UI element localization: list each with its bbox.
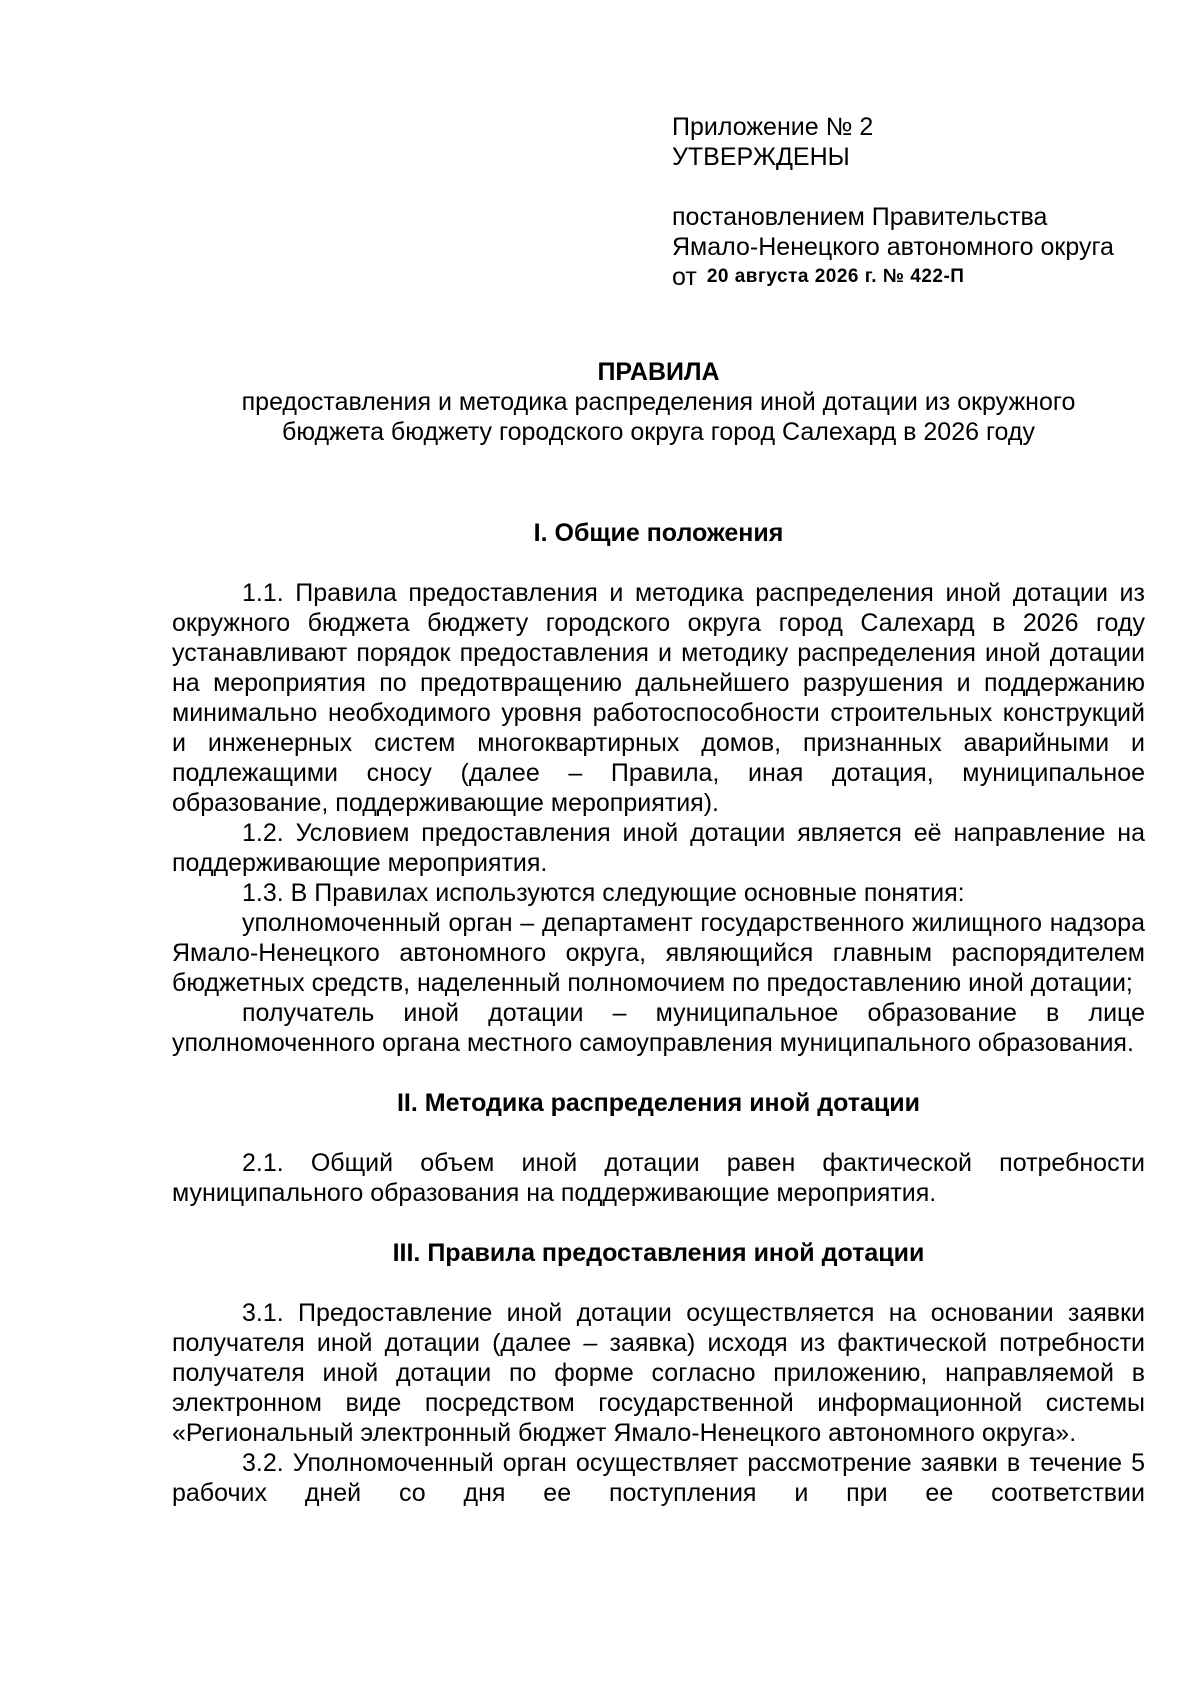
document-title: ПРАВИЛА <box>597 358 720 386</box>
definition-recipient: получатель иной дотации – муниципальное образование в лице уполномоченного органа местного самоуправления муниципального образования. <box>172 999 1145 1057</box>
document-title-block <box>172 357 1145 447</box>
document-subtitle: предоставления и методика распределения иной дотации из окружного бюджета бюджету городского округа город Салехард в 2026 году <box>241 388 1076 446</box>
document-body <box>172 518 1145 1508</box>
paragraph-1-3: 1.3. В Правилах используются следующие основные понятия: <box>242 879 965 907</box>
section-heading-2: II. Методика распределения иной дотации <box>396 1089 921 1117</box>
resolution-line-2: Ямало-Ненецкого автономного округа <box>672 233 1114 261</box>
definition-authorized-body: уполномоченный орган – департамент государственного жилищного надзора Ямало-Ненецкого автономного округа, являющийся главным распорядителем бюджетных средств, наделенный полномочием по предоставлению иной дотации; <box>172 909 1145 997</box>
section-heading-1: I. Общие положения <box>533 519 784 547</box>
date-prefix: от <box>672 263 697 291</box>
section-heading-3: III. Правила предоставления иной дотации <box>392 1239 925 1267</box>
approved-label: УТВЕРЖДЕНЫ <box>672 143 850 171</box>
approval-header <box>672 112 1172 295</box>
resolution-date-line <box>672 262 1172 295</box>
appendix-label: Приложение № 2 <box>672 113 874 141</box>
paragraph-2-1: 2.1. Общий объем иной дотации равен фактической потребности муниципального образования на поддерживающие мероприятия. <box>172 1149 1145 1207</box>
resolution-line-1: постановлением Правительства <box>672 203 1048 231</box>
paragraph-1-1: 1.1. Правила предоставления и методика распределения иной дотации из окружного бюджета бюджету городского округа город Салехард в 2026 году устанавливают порядок предоставления и методику распределения иной дотации на мероприятия по предотвращению дальнейшего разрушения и поддержанию минимально необходимого уровня работоспособности строительных конструкций и инженерных систем многоквартирных домов, признанных аварийными и подлежащими сносу (далее – Правила, иная дотация, муниципальное образование, поддерживающие мероприятия). <box>172 579 1145 817</box>
paragraph-3-1: 3.1. Предоставление иной дотации осуществляется на основании заявки получателя иной дотации (далее – заявка) исходя из фактической потребности получателя иной дотации по форме согласно приложению, направляемой в электронном виде посредством государственной информационной системы «Региональный электронный бюджет Ямало-Ненецкого автономного округа». <box>172 1299 1145 1447</box>
resolution-date-number: 20 августа 2026 г. № 422-П <box>706 266 965 287</box>
paragraph-3-2: 3.2. Уполномоченный орган осуществляет рассмотрение заявки в течение 5 рабочих дней со дня ее поступления и при ее соответствии <box>172 1449 1145 1507</box>
paragraph-1-2: 1.2. Условием предоставления иной дотации является её направление на поддерживающие мероприятия. <box>172 819 1145 877</box>
